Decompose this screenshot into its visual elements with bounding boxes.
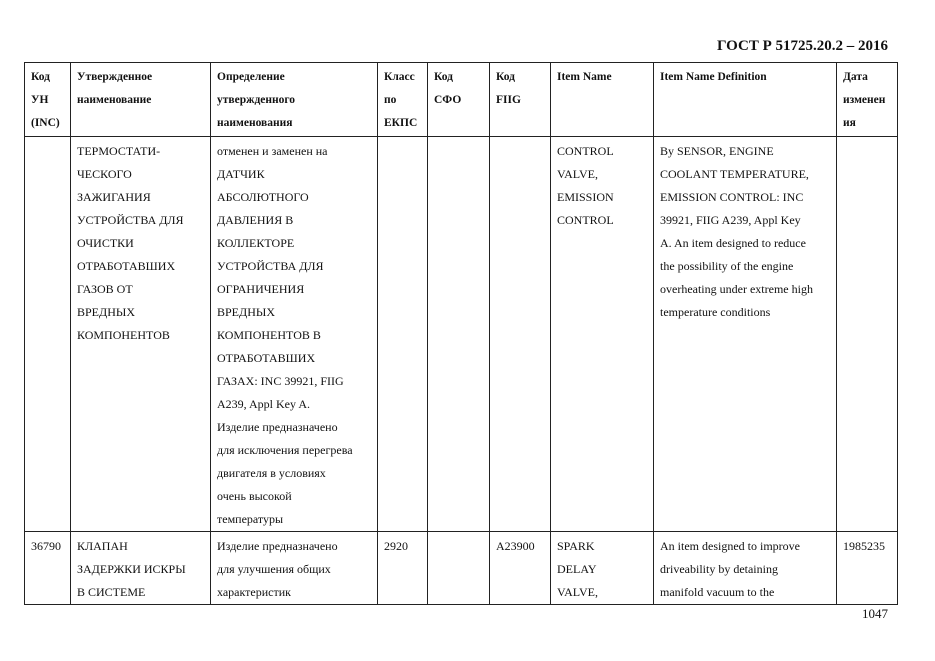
cell-sfo-code	[428, 532, 490, 605]
cell-line: КЛАПАН	[77, 539, 128, 553]
cell-line: КОМПОНЕНТОВ	[77, 328, 170, 342]
col-header-definition	[211, 63, 378, 137]
cell-line: An item designed to improve	[660, 539, 800, 553]
cell-line: В СИСТЕМЕ	[77, 585, 146, 599]
cell-line: АБСОЛЮТНОГО	[217, 190, 309, 204]
cell-line: Код	[496, 71, 516, 83]
cell-line: наименования	[217, 117, 293, 129]
cell-line: ия	[843, 117, 856, 129]
cell-line: ЗАЖИГАНИЯ	[77, 190, 151, 204]
cell-line: 39921, FIIG A239, Appl Key	[660, 213, 801, 227]
cell-line: УСТРОЙСТВА ДЛЯ	[217, 259, 324, 273]
nomenclature-table	[24, 62, 898, 605]
cell-line: Код	[31, 71, 51, 83]
cell-line: очень высокой	[217, 489, 292, 503]
col-header-fiig-code	[490, 63, 551, 137]
cell-line: ЗАДЕРЖКИ ИСКРЫ	[77, 562, 186, 576]
cell-line: CONTROL	[557, 213, 614, 227]
cell-line: для улучшения общих	[217, 562, 331, 576]
cell-line: manifold vacuum to the	[660, 585, 775, 599]
cell-item-name	[551, 137, 654, 532]
cell-line: Item Name Definition	[660, 71, 767, 83]
cell-line: утвержденного	[217, 94, 296, 106]
cell-line: УН	[31, 94, 49, 106]
cell-line: A. An item designed to reduce	[660, 236, 806, 250]
col-header-item-name-definition	[654, 63, 837, 137]
col-header-sfo-code	[428, 63, 490, 137]
cell-line: ОЧИСТКИ	[77, 236, 134, 250]
cell-approved-name	[71, 532, 211, 605]
cell-line: ЧЕСКОГО	[77, 167, 132, 181]
cell-item-name-definition	[654, 532, 837, 605]
cell-item-name	[551, 532, 654, 605]
cell-line: для исключения перегрева	[217, 443, 353, 457]
cell-line: Изделие предназначено	[217, 539, 338, 553]
cell-line: ЕКПС	[384, 117, 418, 129]
cell-line: By SENSOR, ENGINE	[660, 144, 774, 158]
cell-line: FIIG	[496, 94, 521, 106]
cell-change-date	[837, 532, 898, 605]
cell-line: VALVE,	[557, 585, 599, 599]
cell-line: A23900	[496, 539, 535, 553]
cell-fiig-code	[490, 137, 551, 532]
cell-inc-code	[25, 137, 71, 532]
cell-approved-name	[71, 137, 211, 532]
cell-line: EMISSION CONTROL: INC	[660, 190, 804, 204]
cell-fiig-code	[490, 532, 551, 605]
cell-line: ГАЗОВ ОТ	[77, 282, 133, 296]
cell-line: SPARK	[557, 539, 595, 553]
cell-line: (INC)	[31, 117, 60, 129]
cell-line: driveability by detaining	[660, 562, 778, 576]
cell-line: Класс	[384, 71, 415, 83]
cell-line: ДАТЧИК	[217, 167, 265, 181]
cell-line: наименование	[77, 94, 152, 106]
cell-line: DELAY	[557, 562, 597, 576]
cell-definition	[211, 137, 378, 532]
cell-line: КОЛЛЕКТОРЕ	[217, 236, 295, 250]
cell-line: A239, Appl Key A.	[217, 397, 310, 411]
cell-line: по	[384, 94, 397, 106]
table-row	[25, 532, 898, 605]
cell-item-name-definition	[654, 137, 837, 532]
cell-line: ГАЗАХ: INC 39921, FIIG	[217, 374, 344, 388]
cell-line: COOLANT TEMPERATURE,	[660, 167, 809, 181]
cell-line: temperature conditions	[660, 305, 771, 319]
cell-line: VALVE,	[557, 167, 599, 181]
table-header-row	[25, 63, 898, 137]
cell-line: CONTROL	[557, 144, 614, 158]
cell-line: Изделие предназначено	[217, 420, 338, 434]
cell-line: ВРЕДНЫХ	[217, 305, 275, 319]
document-code: ГОСТ Р 51725.20.2 – 2016	[716, 38, 888, 54]
cell-line: 36790	[31, 539, 61, 553]
col-header-approved-name	[71, 63, 211, 137]
cell-definition	[211, 532, 378, 605]
cell-line: Item Name	[557, 71, 612, 83]
cell-line: КОМПОНЕНТОВ В	[217, 328, 321, 342]
cell-line: ОТРАБОТАВШИХ	[217, 351, 316, 365]
cell-line: двигателя в условиях	[217, 466, 326, 480]
cell-line: ОТРАБОТАВШИХ	[77, 259, 176, 273]
cell-ekps-class	[378, 532, 428, 605]
col-header-item-name	[551, 63, 654, 137]
cell-line: изменен	[843, 94, 886, 106]
cell-ekps-class	[378, 137, 428, 532]
cell-inc-code	[25, 532, 71, 605]
cell-line: 2920	[384, 539, 408, 553]
page-number: 1047	[862, 606, 888, 621]
cell-line: ДАВЛЕНИЯ В	[217, 213, 294, 227]
cell-line: ОГРАНИЧЕНИЯ	[217, 282, 305, 296]
cell-line: Дата	[843, 71, 868, 83]
cell-line: ВРЕДНЫХ	[77, 305, 135, 319]
cell-line: EMISSION	[557, 190, 614, 204]
cell-line: температуры	[217, 512, 284, 526]
cell-line: отменен и заменен на	[217, 144, 328, 158]
table-row	[25, 137, 898, 532]
cell-line: overheating under extreme high	[660, 282, 813, 296]
col-header-ekps-class	[378, 63, 428, 137]
col-header-change-date	[837, 63, 898, 137]
cell-line: УСТРОЙСТВА ДЛЯ	[77, 213, 184, 227]
col-header-inc-code	[25, 63, 71, 137]
cell-change-date	[837, 137, 898, 532]
cell-line: the possibility of the engine	[660, 259, 794, 273]
cell-line: ТЕРМОСТАТИ-	[77, 144, 161, 158]
cell-line: 1985235	[843, 539, 885, 553]
cell-line: Код	[434, 71, 454, 83]
cell-line: СФО	[434, 94, 462, 106]
cell-line: Утвержденное	[77, 71, 153, 83]
cell-sfo-code	[428, 137, 490, 532]
cell-line: характеристик	[217, 585, 291, 599]
cell-line: Определение	[217, 71, 285, 83]
